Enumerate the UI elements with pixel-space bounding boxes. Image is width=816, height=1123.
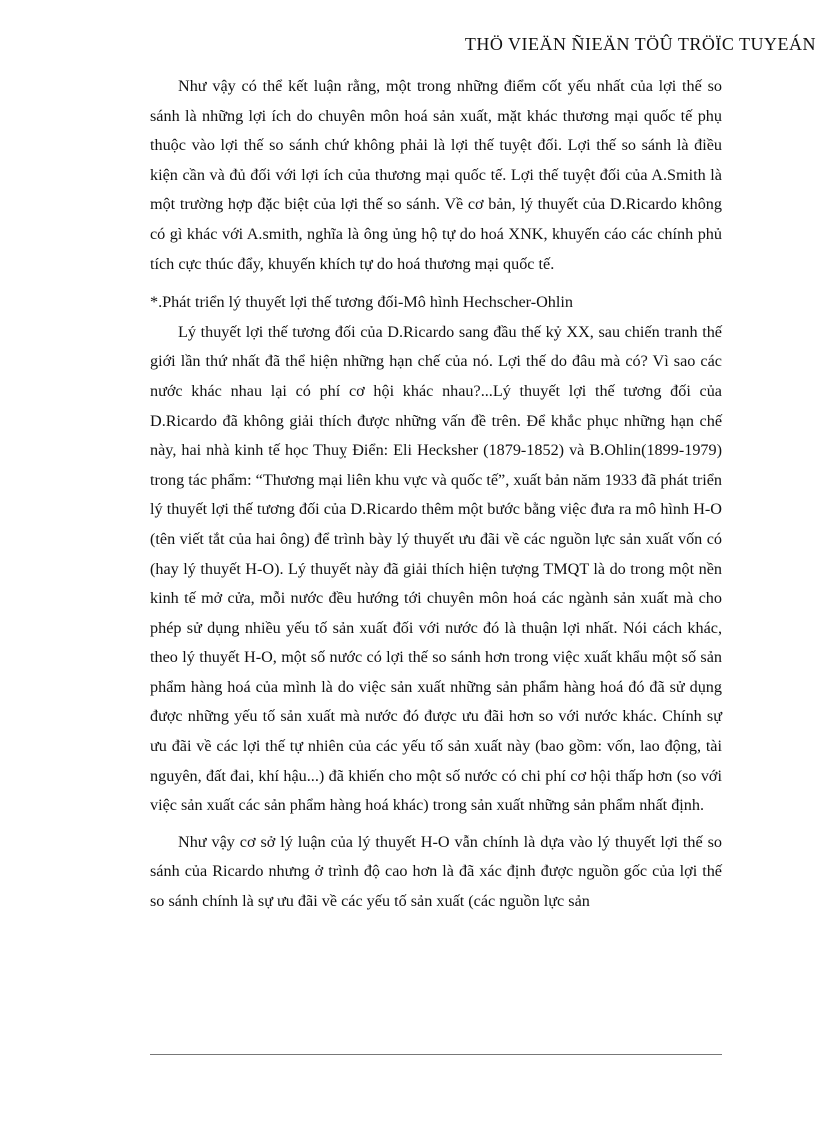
section-heading-hechscher-ohlin: *.Phát triển lý thuyết lợi thế tương đối-Mô hình Hechscher-Ohlin <box>150 293 573 312</box>
paragraph-ho-basis: Như vậy cơ sở lý luận của lý thuyết H-O vẫn chính là dựa vào lý thuyết lợi thế so sánh của Ricardo nhưng ở trình độ cao hơn là đã xác định được nguồn gốc của lợi thế so sánh chính là sự ưu đãi về các yếu tố sản xuất (các nguồn lực sản <box>150 832 722 911</box>
document-body <box>150 72 722 917</box>
footer-divider <box>150 1054 722 1055</box>
paragraph-conclusion: Như vậy có thể kết luận rằng, một trong những điểm cốt yếu nhất của lợi thế so sánh là những lợi ích do chuyên môn hoá sản xuất, mặt khác thương mại quốc tế phụ thuộc vào lợi thế so sánh chứ không phải là lợi thế tuyệt đối. Lợi thế so sánh là điều kiện cần và đủ đối với lợi ích của thương mại quốc tế. Lợi thế tuyệt đối của A.Smith là một trường hợp đặc biệt của lợi thế so sánh. Về cơ bản, lý thuyết của D.Ricardo không có gì khác với A.smith, nghĩa là ông ủng hộ tự do hoá XNK, khuyến cáo các chính phủ tích cực thúc đẩy, khuyến khích tự do hoá thương mại quốc tế. <box>150 77 722 273</box>
page-header-title: THÖ VIEÄN ÑIEÄN TÖÛ TRÖÏC TUYEÁN <box>464 34 816 54</box>
paragraph-ho-theory: Lý thuyết lợi thế tương đối của D.Ricardo sang đầu thế kỷ XX, sau chiến tranh thế giới lần thứ nhất đã thể hiện những hạn chế của nó. Lợi thế do đâu mà có? Vì sao các nước khác nhau lại có phí cơ hội khác nhau?...Lý thuyết lợi thế tương đối của D.Ricardo đã không giải thích được những vấn đề trên. Để khắc phục những hạn chế này, hai nhà kinh tế học Thuỵ Điển: Eli Hecksher (1879-1852) và B.Ohlin(1899-1979) trong tác phẩm: “Thương mại liên khu vực và quốc tế”, xuất bản năm 1933 đã phát triển lý thuyết lợi thế tương đối của D.Ricardo thêm một bước bằng việc đưa ra mô hình H-O (tên viết tắt của hai ông) để trình bày lý thuyết ưu đãi về các nguồn lực sản xuất vốn có (hay lý thuyết H-O). Lý thuyết này đã giải thích hiện tượng TMQT là do trong một nền kinh tế mở cửa, mỗi nước đều hướng tới chuyên môn hoá các ngành sản xuất mà cho phép sử dụng nhiều yếu tố sản xuất đối với nước đó là thuận lợi nhất. Nói cách khác, theo lý thuyết H-O, một số nước có lợi thế so sánh hơn trong việc xuất khẩu một số sản phẩm hàng hoá của mình là do việc sản xuất những sản phẩm hàng hoá đó đã sử dụng được những yếu tố sản xuất mà nước đó được ưu đãi hơn so với nước khác. Chính sự ưu đãi về các lợi thế tự nhiên của các yếu tố sản xuất này (bao gồm: vốn, lao động, tài nguyên, đất đai, khí hậu...) đã khiến cho một số nước có chi phí cơ hội thấp hơn (so với việc sản xuất các sản phẩm hàng hoá khác) trong sản xuất những sản phẩm nhất định. <box>150 322 722 815</box>
